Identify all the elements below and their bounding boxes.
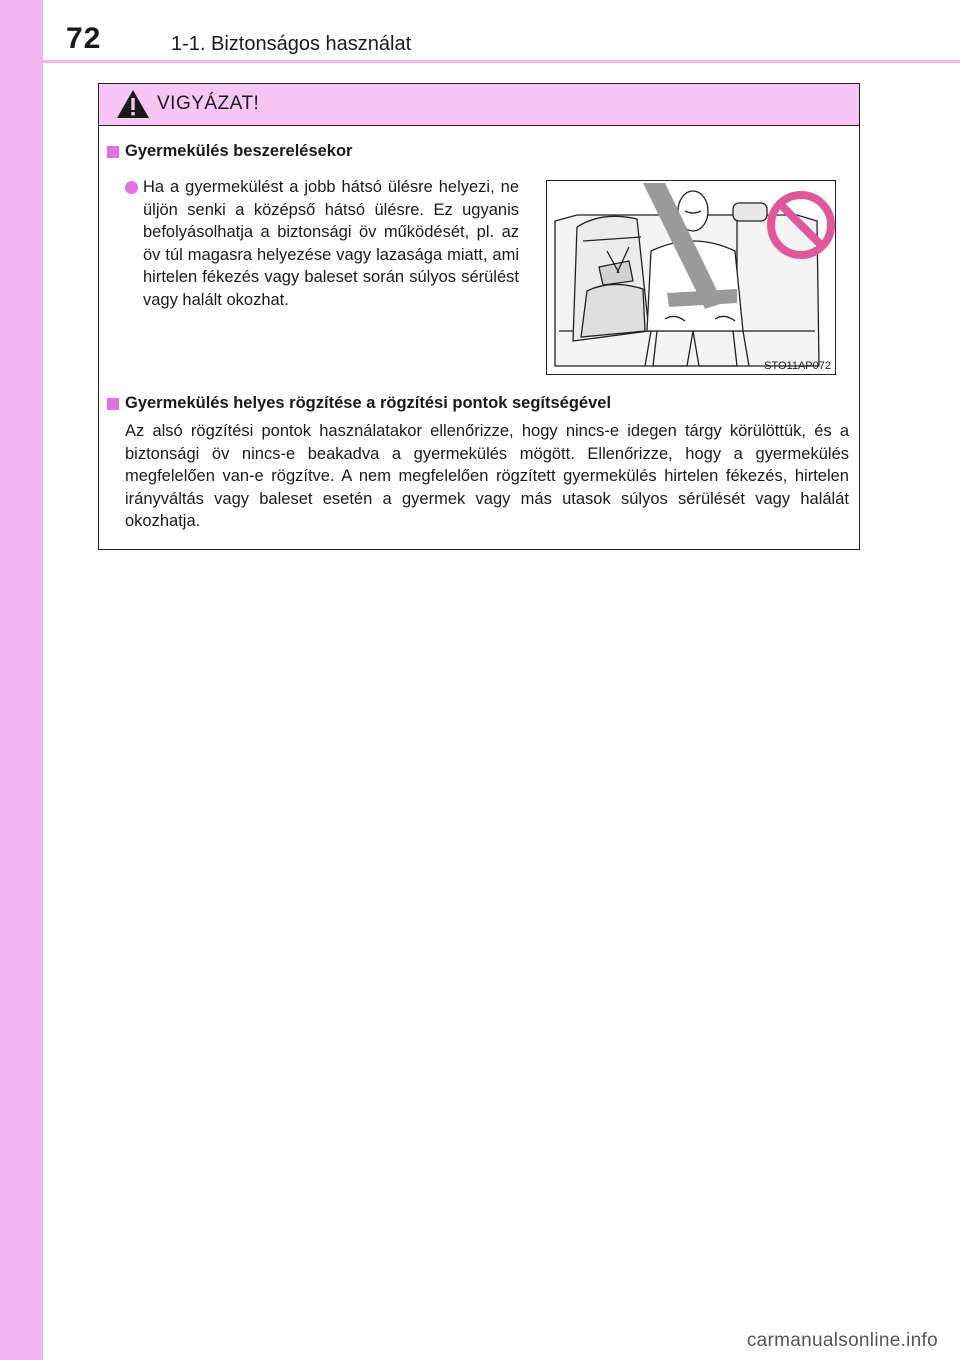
side-color-strip xyxy=(0,0,43,1360)
figure-caption: STO11AP072 xyxy=(764,360,831,372)
warning-header xyxy=(99,84,859,126)
rear-seat-drawing xyxy=(547,181,836,375)
page-number: 72 xyxy=(66,22,102,55)
section-heading-installation: Gyermekülés beszerelésekor xyxy=(125,142,353,160)
warning-triangle-icon xyxy=(116,89,150,119)
warning-title: VIGYÁZAT! xyxy=(157,93,260,114)
warning-box xyxy=(98,83,860,550)
child-seat-illustration xyxy=(546,180,836,375)
header-rule xyxy=(43,60,960,63)
installation-warning-text: Ha a gyermekülést a jobb hátsó ülésre helyezi, ne üljön senki a középső hátsó ülésre. Ez ugyanis befolyásolhatja a biztonsági öv működését, pl. az öv túl magasra helyezése vagy lazasága miatt, ami hirtelen fékezés vagy baleset során súlyos sérülést vagy halált okozhat. xyxy=(143,178,519,309)
square-bullet-icon xyxy=(107,398,119,410)
anchor-points-warning-text: Az alsó rögzítési pontok használatakor ellenőrizze, hogy nincs-e idegen tárgy körülöttük, és a biztonsági öv nincs-e beakadva a gyermekülés mögött. Ellenőrizze, hogy a gyermekülés megfelelően van-e rögzítve. A nem megfelelően rögzített gyermekülés hirtelen fékezés, hirtelen irányváltás vagy baleset esetén a gyermek vagy más utasok súlyos sérülését vagy halálát okozhatja. xyxy=(125,422,849,530)
round-bullet-icon xyxy=(125,181,138,194)
section-title: 1-1. Biztonságos használat xyxy=(171,33,412,55)
watermark: carmanualsonline.info xyxy=(746,1330,938,1351)
square-bullet-icon xyxy=(107,146,119,158)
section-heading-anchor-points: Gyermekülés helyes rögzítése a rögzítési pontok segítségével xyxy=(125,394,612,412)
